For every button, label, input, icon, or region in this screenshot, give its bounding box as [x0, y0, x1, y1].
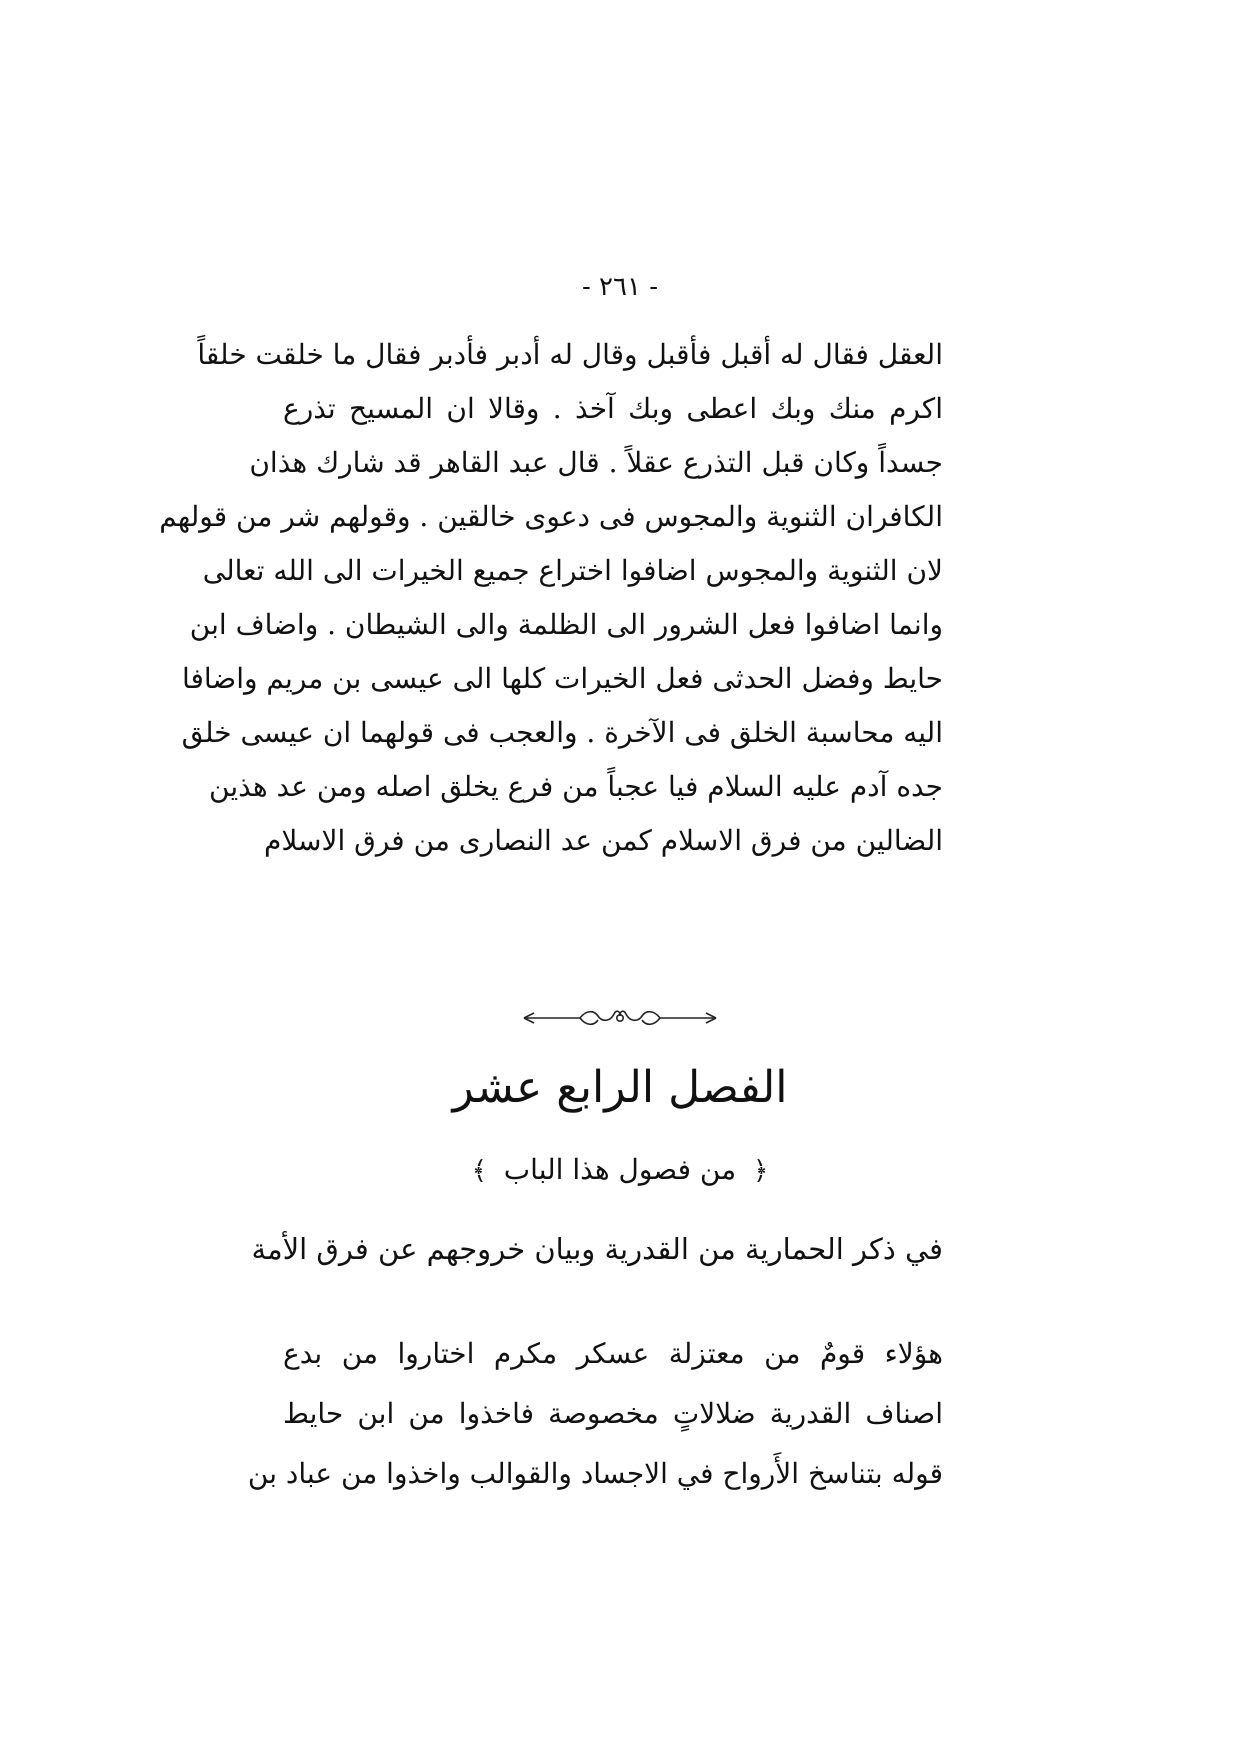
text-line: جده آدم عليه السلام فيا عجباً من فرع يخلق اصله ومن عد هذين: [209, 770, 943, 803]
text-line: الضالين من فرق الاسلام كمن عد النصارى من فرق الاسلام: [263, 824, 943, 857]
text-line: جسداً وكان قبل التذرع عقلاً . قال عبد القاهر قد شارك هذان: [249, 446, 943, 479]
text-line: لان الثنوية والمجوس اضافوا اختراع جميع الخيرات الى الله تعالى: [202, 554, 943, 587]
section-heading: في ذكر الحمارية من القدرية وبيان خروجهم عن فرق الأمة: [251, 1232, 943, 1266]
chapter-subtitle-text: من فصول هذا الباب: [503, 1153, 737, 1186]
text-line: العقل فقال له أقبل فأقبل وقال له أدبر فأدبر فقال ما خلقت خلقاً: [197, 338, 943, 371]
body-paragraph-2: [247, 1324, 943, 1504]
ornamental-bracket-open: ﴿: [753, 1156, 769, 1186]
text-line: قوله بتناسخ الأَرواح في الاجساد والقوالب واخذوا من عباد بن: [247, 1457, 943, 1490]
chapter-subtitle: [0, 1148, 1240, 1193]
text-line: هؤلاء قومٌ من معتزلة عسكر مكرم اختاروا من بدع: [283, 1337, 943, 1370]
chapter-title: الفصل الرابع عشر: [452, 1062, 788, 1113]
text-line: اصناف القدرية ضلالاتٍ مخصوصة فاخذوا من ابن حايط: [283, 1397, 943, 1430]
text-line: اليه محاسبة الخلق فى الآخرة . والعجب فى قولهما ان عيسى خلق: [181, 716, 943, 749]
text-line: وانما اضافوا فعل الشرور الى الظلمة والى الشيطان . واضاف ابن: [189, 608, 943, 641]
text-line: حايط وفضل الحدثى فعل الخيرات كلها الى عيسى بن مريم واضافا: [181, 662, 943, 695]
text-line: الكافران الثنوية والمجوس فى دعوى خالقين . وقولهم شر من قولهم: [159, 500, 943, 533]
ornamental-bracket-close: ﴾: [471, 1156, 487, 1186]
decorative-divider-icon: [520, 1004, 720, 1032]
body-paragraph-1: [159, 328, 943, 868]
page-number: - ٢٦١ -: [581, 272, 659, 302]
text-line: اكرم منك وبك اعطى وبك آخذ . وقالا ان المسيح تذرع: [283, 392, 943, 425]
